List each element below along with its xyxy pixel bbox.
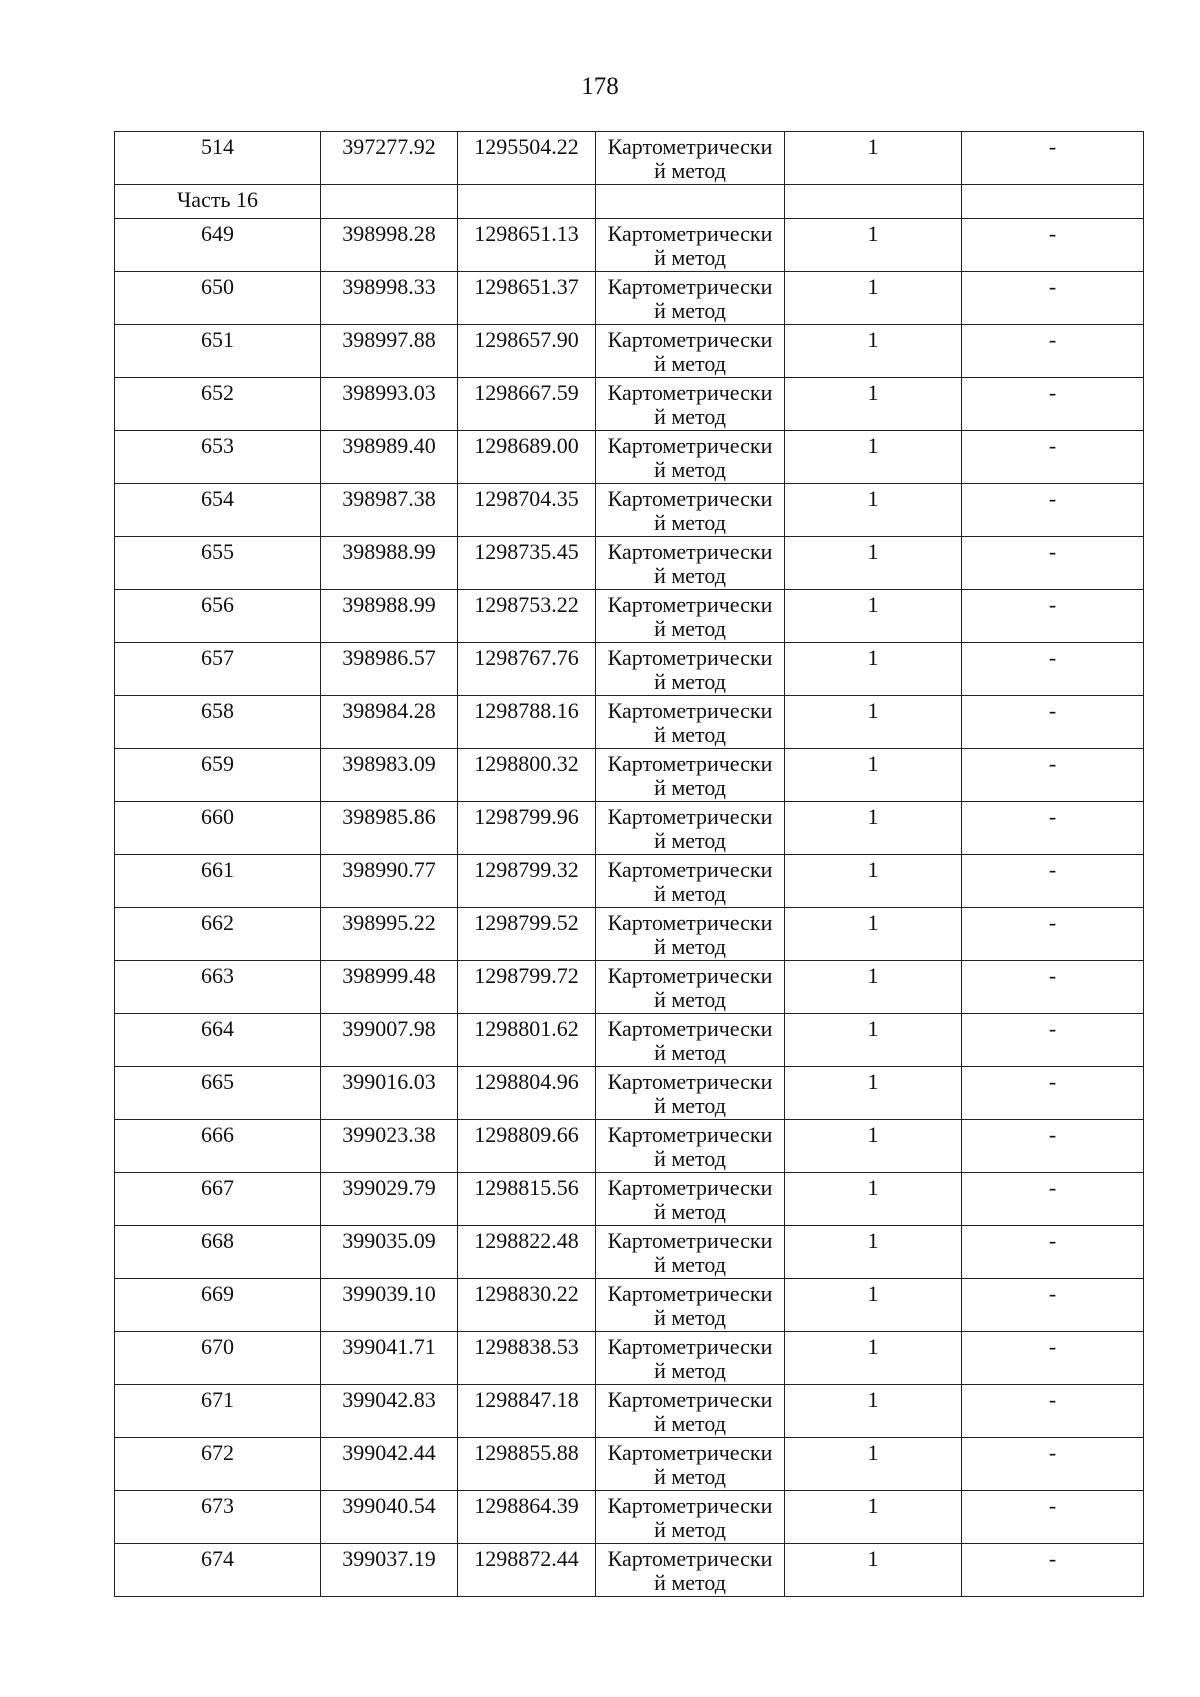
accuracy-cell: 1 bbox=[785, 802, 962, 855]
y-coordinate-cell: 1298838.53 bbox=[458, 1332, 596, 1385]
method-text-line-1: Картометрически bbox=[607, 1493, 773, 1518]
method-text-line-2: й метод bbox=[654, 1040, 726, 1065]
x-coordinate-cell: 399016.03 bbox=[321, 1067, 458, 1120]
method-cell bbox=[596, 132, 785, 185]
note-cell: - bbox=[962, 219, 1144, 272]
point-number-cell: 659 bbox=[115, 749, 321, 802]
x-coordinate-cell: 399041.71 bbox=[321, 1332, 458, 1385]
method-cell bbox=[596, 219, 785, 272]
y-coordinate-cell: 1298799.52 bbox=[458, 908, 596, 961]
method-text-line-2: й метод bbox=[654, 881, 726, 906]
table-row bbox=[115, 1544, 1144, 1597]
table-row bbox=[115, 132, 1144, 185]
method-text-line-2: й метод bbox=[654, 669, 726, 694]
accuracy-cell: 1 bbox=[785, 1279, 962, 1332]
table-row bbox=[115, 1491, 1144, 1544]
accuracy-cell: 1 bbox=[785, 325, 962, 378]
method-text-line-2: й метод bbox=[654, 404, 726, 429]
method-text-line-2: й метод bbox=[654, 298, 726, 323]
method-cell bbox=[596, 537, 785, 590]
y-coordinate-cell: 1298855.88 bbox=[458, 1438, 596, 1491]
method-cell bbox=[596, 1438, 785, 1491]
y-coordinate-cell: 1298651.13 bbox=[458, 219, 596, 272]
note-cell: - bbox=[962, 590, 1144, 643]
method-cell bbox=[596, 590, 785, 643]
x-coordinate-cell: 398986.57 bbox=[321, 643, 458, 696]
x-coordinate-cell: 398988.99 bbox=[321, 537, 458, 590]
point-number-cell: 673 bbox=[115, 1491, 321, 1544]
method-text-line-2: й метод bbox=[654, 1464, 726, 1489]
method-text-line-1: Картометрически bbox=[607, 327, 773, 352]
table-row bbox=[115, 643, 1144, 696]
point-number-cell: 669 bbox=[115, 1279, 321, 1332]
method-text-line-1: Картометрически bbox=[607, 539, 773, 564]
method-text-line-1: Картометрически bbox=[607, 804, 773, 829]
y-coordinate-cell: 1298788.16 bbox=[458, 696, 596, 749]
x-coordinate-cell: 399029.79 bbox=[321, 1173, 458, 1226]
empty-cell bbox=[596, 185, 785, 219]
method-cell bbox=[596, 908, 785, 961]
table-row bbox=[115, 1438, 1144, 1491]
coordinates-table-body bbox=[115, 132, 1144, 1597]
method-text-line-1: Картометрически bbox=[607, 1334, 773, 1359]
method-cell bbox=[596, 1173, 785, 1226]
point-number-cell: 654 bbox=[115, 484, 321, 537]
table-row bbox=[115, 219, 1144, 272]
note-cell: - bbox=[962, 855, 1144, 908]
method-text-line-2: й метод bbox=[654, 987, 726, 1012]
method-cell bbox=[596, 325, 785, 378]
accuracy-cell: 1 bbox=[785, 590, 962, 643]
point-number-cell: 514 bbox=[115, 132, 321, 185]
coordinates-table bbox=[114, 131, 1144, 1597]
method-cell bbox=[596, 1120, 785, 1173]
y-coordinate-cell: 1298799.96 bbox=[458, 802, 596, 855]
point-number-cell: 649 bbox=[115, 219, 321, 272]
method-cell bbox=[596, 484, 785, 537]
method-text-line-2: й метод bbox=[654, 457, 726, 482]
method-text-line-2: й метод bbox=[654, 828, 726, 853]
y-coordinate-cell: 1298704.35 bbox=[458, 484, 596, 537]
method-text-line-2: й метод bbox=[654, 775, 726, 800]
y-coordinate-cell: 1298804.96 bbox=[458, 1067, 596, 1120]
accuracy-cell: 1 bbox=[785, 749, 962, 802]
x-coordinate-cell: 399037.19 bbox=[321, 1544, 458, 1597]
x-coordinate-cell: 398997.88 bbox=[321, 325, 458, 378]
method-text-line-2: й метод bbox=[654, 1517, 726, 1542]
method-cell bbox=[596, 1544, 785, 1597]
x-coordinate-cell: 398995.22 bbox=[321, 908, 458, 961]
method-cell bbox=[596, 1279, 785, 1332]
y-coordinate-cell: 1298822.48 bbox=[458, 1226, 596, 1279]
y-coordinate-cell: 1298735.45 bbox=[458, 537, 596, 590]
y-coordinate-cell: 1298815.56 bbox=[458, 1173, 596, 1226]
y-coordinate-cell: 1298864.39 bbox=[458, 1491, 596, 1544]
method-text-line-2: й метод bbox=[654, 1252, 726, 1277]
accuracy-cell: 1 bbox=[785, 1067, 962, 1120]
point-number-cell: 651 bbox=[115, 325, 321, 378]
accuracy-cell: 1 bbox=[785, 484, 962, 537]
accuracy-cell: 1 bbox=[785, 132, 962, 185]
table-row bbox=[115, 1067, 1144, 1120]
x-coordinate-cell: 399007.98 bbox=[321, 1014, 458, 1067]
note-cell: - bbox=[962, 1279, 1144, 1332]
accuracy-cell: 1 bbox=[785, 855, 962, 908]
accuracy-cell: 1 bbox=[785, 1544, 962, 1597]
y-coordinate-cell: 1298667.59 bbox=[458, 378, 596, 431]
x-coordinate-cell: 398984.28 bbox=[321, 696, 458, 749]
method-text-line-2: й метод bbox=[654, 245, 726, 270]
x-coordinate-cell: 398993.03 bbox=[321, 378, 458, 431]
point-number-cell: 671 bbox=[115, 1385, 321, 1438]
point-number-cell: 655 bbox=[115, 537, 321, 590]
table-row bbox=[115, 378, 1144, 431]
table-row bbox=[115, 1226, 1144, 1279]
method-text-line-1: Картометрически bbox=[607, 751, 773, 776]
method-text-line-1: Картометрически bbox=[607, 134, 773, 159]
x-coordinate-cell: 397277.92 bbox=[321, 132, 458, 185]
method-text-line-1: Картометрически bbox=[607, 1016, 773, 1041]
note-cell: - bbox=[962, 378, 1144, 431]
accuracy-cell: 1 bbox=[785, 1385, 962, 1438]
x-coordinate-cell: 399042.83 bbox=[321, 1385, 458, 1438]
accuracy-cell: 1 bbox=[785, 378, 962, 431]
point-number-cell: 667 bbox=[115, 1173, 321, 1226]
method-text-line-1: Картометрически bbox=[607, 1387, 773, 1412]
table-row bbox=[115, 272, 1144, 325]
y-coordinate-cell: 1298809.66 bbox=[458, 1120, 596, 1173]
table-row bbox=[115, 802, 1144, 855]
point-number-cell: 653 bbox=[115, 431, 321, 484]
method-text-line-1: Картометрически bbox=[607, 698, 773, 723]
method-text-line-2: й метод bbox=[654, 1411, 726, 1436]
accuracy-cell: 1 bbox=[785, 272, 962, 325]
table-row bbox=[115, 325, 1144, 378]
method-cell bbox=[596, 272, 785, 325]
method-text-line-1: Картометрически bbox=[607, 433, 773, 458]
method-cell bbox=[596, 643, 785, 696]
method-text-line-1: Картометрически bbox=[607, 221, 773, 246]
point-number-cell: 656 bbox=[115, 590, 321, 643]
method-cell bbox=[596, 1332, 785, 1385]
method-text-line-2: й метод bbox=[654, 1358, 726, 1383]
y-coordinate-cell: 1298800.32 bbox=[458, 749, 596, 802]
method-cell bbox=[596, 1491, 785, 1544]
empty-cell bbox=[458, 185, 596, 219]
method-cell bbox=[596, 431, 785, 484]
note-cell: - bbox=[962, 1385, 1144, 1438]
accuracy-cell: 1 bbox=[785, 1332, 962, 1385]
y-coordinate-cell: 1298830.22 bbox=[458, 1279, 596, 1332]
x-coordinate-cell: 398988.99 bbox=[321, 590, 458, 643]
note-cell: - bbox=[962, 1067, 1144, 1120]
method-text-line-2: й метод bbox=[654, 1093, 726, 1118]
method-text-line-1: Картометрически bbox=[607, 1122, 773, 1147]
x-coordinate-cell: 398983.09 bbox=[321, 749, 458, 802]
x-coordinate-cell: 398998.33 bbox=[321, 272, 458, 325]
empty-cell bbox=[321, 185, 458, 219]
y-coordinate-cell: 1298651.37 bbox=[458, 272, 596, 325]
method-text-line-1: Картометрически bbox=[607, 274, 773, 299]
point-number-cell: 660 bbox=[115, 802, 321, 855]
y-coordinate-cell: 1298872.44 bbox=[458, 1544, 596, 1597]
x-coordinate-cell: 398987.38 bbox=[321, 484, 458, 537]
empty-cell bbox=[785, 185, 962, 219]
method-text-line-1: Картометрически bbox=[607, 857, 773, 882]
accuracy-cell: 1 bbox=[785, 643, 962, 696]
accuracy-cell: 1 bbox=[785, 908, 962, 961]
table-row bbox=[115, 908, 1144, 961]
table-row bbox=[115, 537, 1144, 590]
y-coordinate-cell: 1298799.72 bbox=[458, 961, 596, 1014]
method-text-line-1: Картометрически bbox=[607, 486, 773, 511]
method-cell bbox=[596, 696, 785, 749]
method-cell bbox=[596, 802, 785, 855]
method-text-line-2: й метод bbox=[654, 563, 726, 588]
x-coordinate-cell: 399023.38 bbox=[321, 1120, 458, 1173]
note-cell: - bbox=[962, 696, 1144, 749]
note-cell: - bbox=[962, 1120, 1144, 1173]
x-coordinate-cell: 398990.77 bbox=[321, 855, 458, 908]
note-cell: - bbox=[962, 1544, 1144, 1597]
point-number-cell: 668 bbox=[115, 1226, 321, 1279]
method-text-line-1: Картометрически bbox=[607, 1069, 773, 1094]
note-cell: - bbox=[962, 537, 1144, 590]
y-coordinate-cell: 1298847.18 bbox=[458, 1385, 596, 1438]
method-text-line-2: й метод bbox=[654, 351, 726, 376]
accuracy-cell: 1 bbox=[785, 1226, 962, 1279]
x-coordinate-cell: 398999.48 bbox=[321, 961, 458, 1014]
note-cell: - bbox=[962, 1438, 1144, 1491]
method-text-line-1: Картометрически bbox=[607, 592, 773, 617]
note-cell: - bbox=[962, 1491, 1144, 1544]
method-text-line-2: й метод bbox=[654, 1146, 726, 1171]
note-cell: - bbox=[962, 1173, 1144, 1226]
method-cell bbox=[596, 961, 785, 1014]
part-label-cell: Часть 16 bbox=[115, 185, 321, 219]
point-number-cell: 663 bbox=[115, 961, 321, 1014]
x-coordinate-cell: 398998.28 bbox=[321, 219, 458, 272]
method-text-line-1: Картометрически bbox=[607, 1175, 773, 1200]
point-number-cell: 672 bbox=[115, 1438, 321, 1491]
point-number-cell: 652 bbox=[115, 378, 321, 431]
method-cell bbox=[596, 1014, 785, 1067]
accuracy-cell: 1 bbox=[785, 961, 962, 1014]
method-text-line-2: й метод bbox=[654, 616, 726, 641]
table-row bbox=[115, 961, 1144, 1014]
point-number-cell: 650 bbox=[115, 272, 321, 325]
method-text-line-1: Картометрически bbox=[607, 910, 773, 935]
y-coordinate-cell: 1298657.90 bbox=[458, 325, 596, 378]
point-number-cell: 661 bbox=[115, 855, 321, 908]
table-row bbox=[115, 1014, 1144, 1067]
table-row bbox=[115, 1332, 1144, 1385]
note-cell: - bbox=[962, 484, 1144, 537]
note-cell: - bbox=[962, 908, 1144, 961]
method-text-line-1: Картометрически bbox=[607, 1440, 773, 1465]
x-coordinate-cell: 399042.44 bbox=[321, 1438, 458, 1491]
table-row bbox=[115, 749, 1144, 802]
note-cell: - bbox=[962, 749, 1144, 802]
accuracy-cell: 1 bbox=[785, 1120, 962, 1173]
x-coordinate-cell: 398989.40 bbox=[321, 431, 458, 484]
page-number: 178 bbox=[581, 73, 619, 100]
method-text-line-2: й метод bbox=[654, 722, 726, 747]
y-coordinate-cell: 1298767.76 bbox=[458, 643, 596, 696]
method-text-line-2: й метод bbox=[654, 510, 726, 535]
x-coordinate-cell: 398985.86 bbox=[321, 802, 458, 855]
y-coordinate-cell: 1298753.22 bbox=[458, 590, 596, 643]
accuracy-cell: 1 bbox=[785, 219, 962, 272]
table-row bbox=[115, 484, 1144, 537]
method-cell bbox=[596, 1067, 785, 1120]
method-text-line-2: й метод bbox=[654, 934, 726, 959]
empty-cell bbox=[962, 185, 1144, 219]
point-number-cell: 674 bbox=[115, 1544, 321, 1597]
point-number-cell: 666 bbox=[115, 1120, 321, 1173]
y-coordinate-cell: 1298801.62 bbox=[458, 1014, 596, 1067]
method-cell bbox=[596, 855, 785, 908]
table-row bbox=[115, 590, 1144, 643]
table-row bbox=[115, 1120, 1144, 1173]
accuracy-cell: 1 bbox=[785, 537, 962, 590]
note-cell: - bbox=[962, 643, 1144, 696]
x-coordinate-cell: 399035.09 bbox=[321, 1226, 458, 1279]
method-cell bbox=[596, 1385, 785, 1438]
note-cell: - bbox=[962, 802, 1144, 855]
point-number-cell: 670 bbox=[115, 1332, 321, 1385]
method-text-line-2: й метод bbox=[654, 158, 726, 183]
accuracy-cell: 1 bbox=[785, 1491, 962, 1544]
table-row bbox=[115, 1385, 1144, 1438]
table-row bbox=[115, 1279, 1144, 1332]
accuracy-cell: 1 bbox=[785, 1438, 962, 1491]
method-text-line-1: Картометрически bbox=[607, 1546, 773, 1571]
y-coordinate-cell: 1295504.22 bbox=[458, 132, 596, 185]
accuracy-cell: 1 bbox=[785, 1014, 962, 1067]
method-text-line-1: Картометрически bbox=[607, 1228, 773, 1253]
y-coordinate-cell: 1298689.00 bbox=[458, 431, 596, 484]
accuracy-cell: 1 bbox=[785, 431, 962, 484]
method-text-line-2: й метод bbox=[654, 1199, 726, 1224]
x-coordinate-cell: 399039.10 bbox=[321, 1279, 458, 1332]
method-cell bbox=[596, 378, 785, 431]
part-header-row bbox=[115, 185, 1144, 219]
table-row bbox=[115, 431, 1144, 484]
method-text-line-1: Картометрически bbox=[607, 380, 773, 405]
x-coordinate-cell: 399040.54 bbox=[321, 1491, 458, 1544]
note-cell: - bbox=[962, 431, 1144, 484]
point-number-cell: 658 bbox=[115, 696, 321, 749]
note-cell: - bbox=[962, 132, 1144, 185]
note-cell: - bbox=[962, 1332, 1144, 1385]
method-text-line-1: Картометрически bbox=[607, 645, 773, 670]
point-number-cell: 662 bbox=[115, 908, 321, 961]
method-text-line-1: Картометрически bbox=[607, 1281, 773, 1306]
table-row bbox=[115, 1173, 1144, 1226]
method-cell bbox=[596, 1226, 785, 1279]
point-number-cell: 657 bbox=[115, 643, 321, 696]
point-number-cell: 665 bbox=[115, 1067, 321, 1120]
note-cell: - bbox=[962, 325, 1144, 378]
accuracy-cell: 1 bbox=[785, 696, 962, 749]
method-text-line-1: Картометрически bbox=[607, 963, 773, 988]
y-coordinate-cell: 1298799.32 bbox=[458, 855, 596, 908]
note-cell: - bbox=[962, 272, 1144, 325]
accuracy-cell: 1 bbox=[785, 1173, 962, 1226]
table-row bbox=[115, 855, 1144, 908]
note-cell: - bbox=[962, 1226, 1144, 1279]
point-number-cell: 664 bbox=[115, 1014, 321, 1067]
method-cell bbox=[596, 749, 785, 802]
table-row bbox=[115, 696, 1144, 749]
note-cell: - bbox=[962, 961, 1144, 1014]
method-text-line-2: й метод bbox=[654, 1305, 726, 1330]
note-cell: - bbox=[962, 1014, 1144, 1067]
method-text-line-2: й метод bbox=[654, 1570, 726, 1595]
